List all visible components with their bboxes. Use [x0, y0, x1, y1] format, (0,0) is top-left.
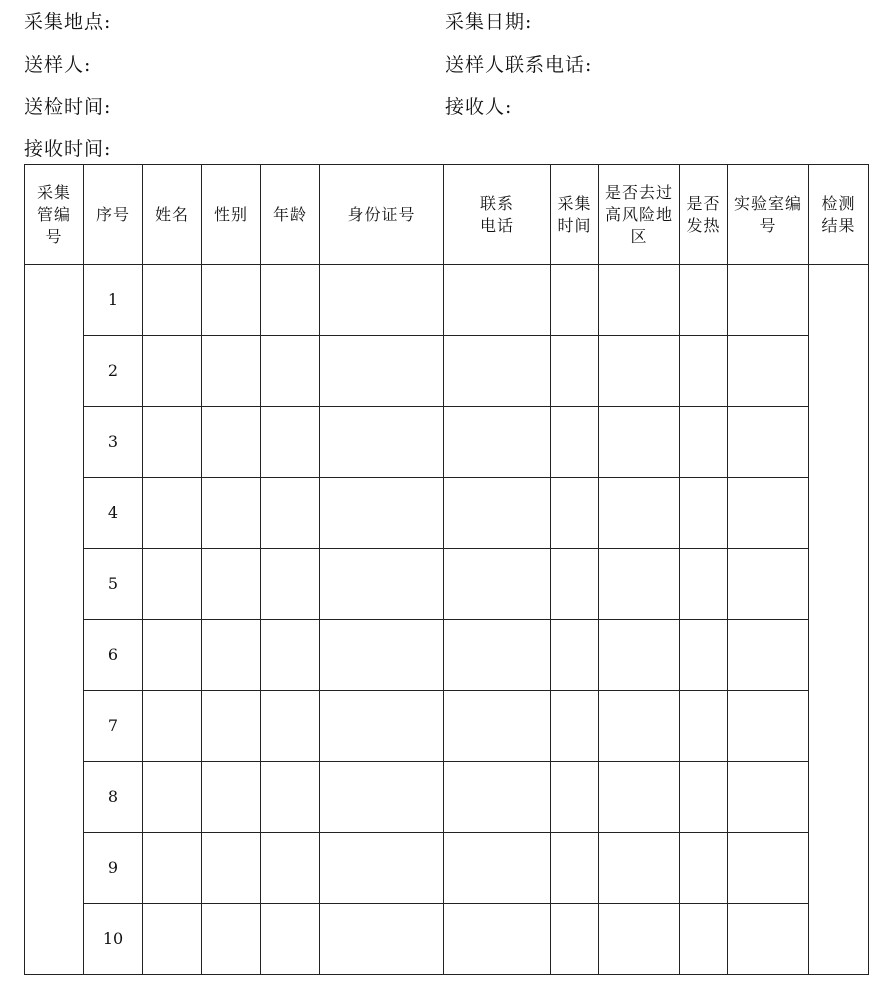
age-cell[interactable]	[261, 549, 320, 620]
age-cell[interactable]	[261, 620, 320, 691]
receiver-label: 接收人:	[445, 96, 513, 118]
row-serial-number: 1	[84, 265, 143, 336]
gender-cell[interactable]	[202, 407, 261, 478]
id-number-cell[interactable]	[320, 549, 444, 620]
table-row	[25, 904, 869, 975]
phone-cell[interactable]	[444, 833, 551, 904]
fever-cell[interactable]	[680, 549, 728, 620]
row-serial-number: 8	[84, 762, 143, 833]
header-contact-phone: 联系电话	[444, 165, 551, 265]
name-cell[interactable]	[143, 336, 202, 407]
high-risk-cell[interactable]	[599, 336, 680, 407]
lab-number-cell[interactable]	[728, 833, 809, 904]
name-cell[interactable]	[143, 549, 202, 620]
age-cell[interactable]	[261, 478, 320, 549]
table-row	[25, 478, 869, 549]
header-age: 年龄	[261, 165, 320, 265]
name-cell[interactable]	[143, 904, 202, 975]
phone-cell[interactable]	[444, 691, 551, 762]
fever-cell[interactable]	[680, 265, 728, 336]
high-risk-cell[interactable]	[599, 833, 680, 904]
gender-cell[interactable]	[202, 265, 261, 336]
header-tube-number: 采集管编号	[25, 165, 84, 265]
fever-cell[interactable]	[680, 336, 728, 407]
high-risk-cell[interactable]	[599, 620, 680, 691]
lab-number-cell[interactable]	[728, 336, 809, 407]
name-cell[interactable]	[143, 762, 202, 833]
id-number-cell[interactable]	[320, 265, 444, 336]
phone-cell[interactable]	[444, 620, 551, 691]
id-number-cell[interactable]	[320, 620, 444, 691]
high-risk-cell[interactable]	[599, 407, 680, 478]
row-serial-number: 9	[84, 833, 143, 904]
lab-number-cell[interactable]	[728, 478, 809, 549]
table-row	[25, 620, 869, 691]
send-time-label: 送检时间:	[24, 96, 112, 118]
collection-time-cell[interactable]	[551, 904, 599, 975]
collection-date-label: 采集日期:	[445, 11, 533, 33]
fever-cell[interactable]	[680, 691, 728, 762]
lab-number-cell[interactable]	[728, 407, 809, 478]
high-risk-cell[interactable]	[599, 762, 680, 833]
header-serial-number: 序号	[84, 165, 143, 265]
gender-cell[interactable]	[202, 833, 261, 904]
table-row	[25, 336, 869, 407]
id-number-cell[interactable]	[320, 762, 444, 833]
phone-cell[interactable]	[444, 336, 551, 407]
collection-time-cell[interactable]	[551, 407, 599, 478]
gender-cell[interactable]	[202, 904, 261, 975]
fever-cell[interactable]	[680, 833, 728, 904]
name-cell[interactable]	[143, 478, 202, 549]
row-serial-number: 6	[84, 620, 143, 691]
tube-number-cell[interactable]	[25, 265, 84, 975]
phone-cell[interactable]	[444, 762, 551, 833]
id-number-cell[interactable]	[320, 691, 444, 762]
lab-number-cell[interactable]	[728, 762, 809, 833]
id-number-cell[interactable]	[320, 833, 444, 904]
table-header-row	[25, 165, 869, 265]
header-id-number: 身份证号	[320, 165, 444, 265]
high-risk-cell[interactable]	[599, 691, 680, 762]
lab-number-cell[interactable]	[728, 904, 809, 975]
phone-cell[interactable]	[444, 478, 551, 549]
collection-time-cell[interactable]	[551, 833, 599, 904]
age-cell[interactable]	[261, 407, 320, 478]
high-risk-cell[interactable]	[599, 265, 680, 336]
phone-cell[interactable]	[444, 407, 551, 478]
header-test-result: 检测结果	[809, 165, 869, 265]
gender-cell[interactable]	[202, 691, 261, 762]
row-serial-number: 10	[84, 904, 143, 975]
age-cell[interactable]	[261, 762, 320, 833]
fever-cell[interactable]	[680, 478, 728, 549]
collection-location-label: 采集地点:	[24, 11, 112, 33]
phone-cell[interactable]	[444, 904, 551, 975]
receive-time-label: 接收时间:	[24, 138, 112, 160]
gender-cell[interactable]	[202, 478, 261, 549]
age-cell[interactable]	[261, 833, 320, 904]
collection-time-cell[interactable]	[551, 336, 599, 407]
header-collection-time: 采集时间	[551, 165, 599, 265]
row-serial-number: 2	[84, 336, 143, 407]
table-row	[25, 407, 869, 478]
collection-time-cell[interactable]	[551, 691, 599, 762]
row-serial-number: 7	[84, 691, 143, 762]
name-cell[interactable]	[143, 265, 202, 336]
age-cell[interactable]	[261, 904, 320, 975]
phone-cell[interactable]	[444, 549, 551, 620]
collection-time-cell[interactable]	[551, 620, 599, 691]
high-risk-cell[interactable]	[599, 478, 680, 549]
lab-number-cell[interactable]	[728, 265, 809, 336]
table-row	[25, 833, 869, 904]
header-fever: 是否发热	[680, 165, 728, 265]
age-cell[interactable]	[261, 691, 320, 762]
gender-cell[interactable]	[202, 549, 261, 620]
id-number-cell[interactable]	[320, 478, 444, 549]
sender-phone-label: 送样人联系电话:	[445, 54, 593, 76]
gender-cell[interactable]	[202, 620, 261, 691]
header-high-risk-area: 是否去过高风险地区	[599, 165, 680, 265]
fever-cell[interactable]	[680, 904, 728, 975]
id-number-cell[interactable]	[320, 336, 444, 407]
table-row	[25, 265, 869, 336]
row-serial-number: 4	[84, 478, 143, 549]
collection-time-cell[interactable]	[551, 762, 599, 833]
high-risk-cell[interactable]	[599, 549, 680, 620]
row-serial-number: 3	[84, 407, 143, 478]
header-lab-number: 实验室编号	[728, 165, 809, 265]
collection-time-cell[interactable]	[551, 265, 599, 336]
id-number-cell[interactable]	[320, 407, 444, 478]
name-cell[interactable]	[143, 691, 202, 762]
lab-number-cell[interactable]	[728, 549, 809, 620]
test-result-cell[interactable]	[809, 265, 869, 975]
high-risk-cell[interactable]	[599, 904, 680, 975]
name-cell[interactable]	[143, 833, 202, 904]
name-cell[interactable]	[143, 407, 202, 478]
age-cell[interactable]	[261, 265, 320, 336]
sample-registration-table	[24, 164, 869, 975]
header-gender: 性别	[202, 165, 261, 265]
fever-cell[interactable]	[680, 407, 728, 478]
id-number-cell[interactable]	[320, 904, 444, 975]
table-row	[25, 691, 869, 762]
row-serial-number: 5	[84, 549, 143, 620]
age-cell[interactable]	[261, 336, 320, 407]
collection-time-cell[interactable]	[551, 478, 599, 549]
gender-cell[interactable]	[202, 762, 261, 833]
header-name: 姓名	[143, 165, 202, 265]
gender-cell[interactable]	[202, 336, 261, 407]
fever-cell[interactable]	[680, 620, 728, 691]
sender-label: 送样人:	[24, 54, 92, 76]
fever-cell[interactable]	[680, 762, 728, 833]
table-row	[25, 549, 869, 620]
collection-time-cell[interactable]	[551, 549, 599, 620]
lab-number-cell[interactable]	[728, 691, 809, 762]
lab-number-cell[interactable]	[728, 620, 809, 691]
table-row	[25, 762, 869, 833]
name-cell[interactable]	[143, 620, 202, 691]
phone-cell[interactable]	[444, 265, 551, 336]
